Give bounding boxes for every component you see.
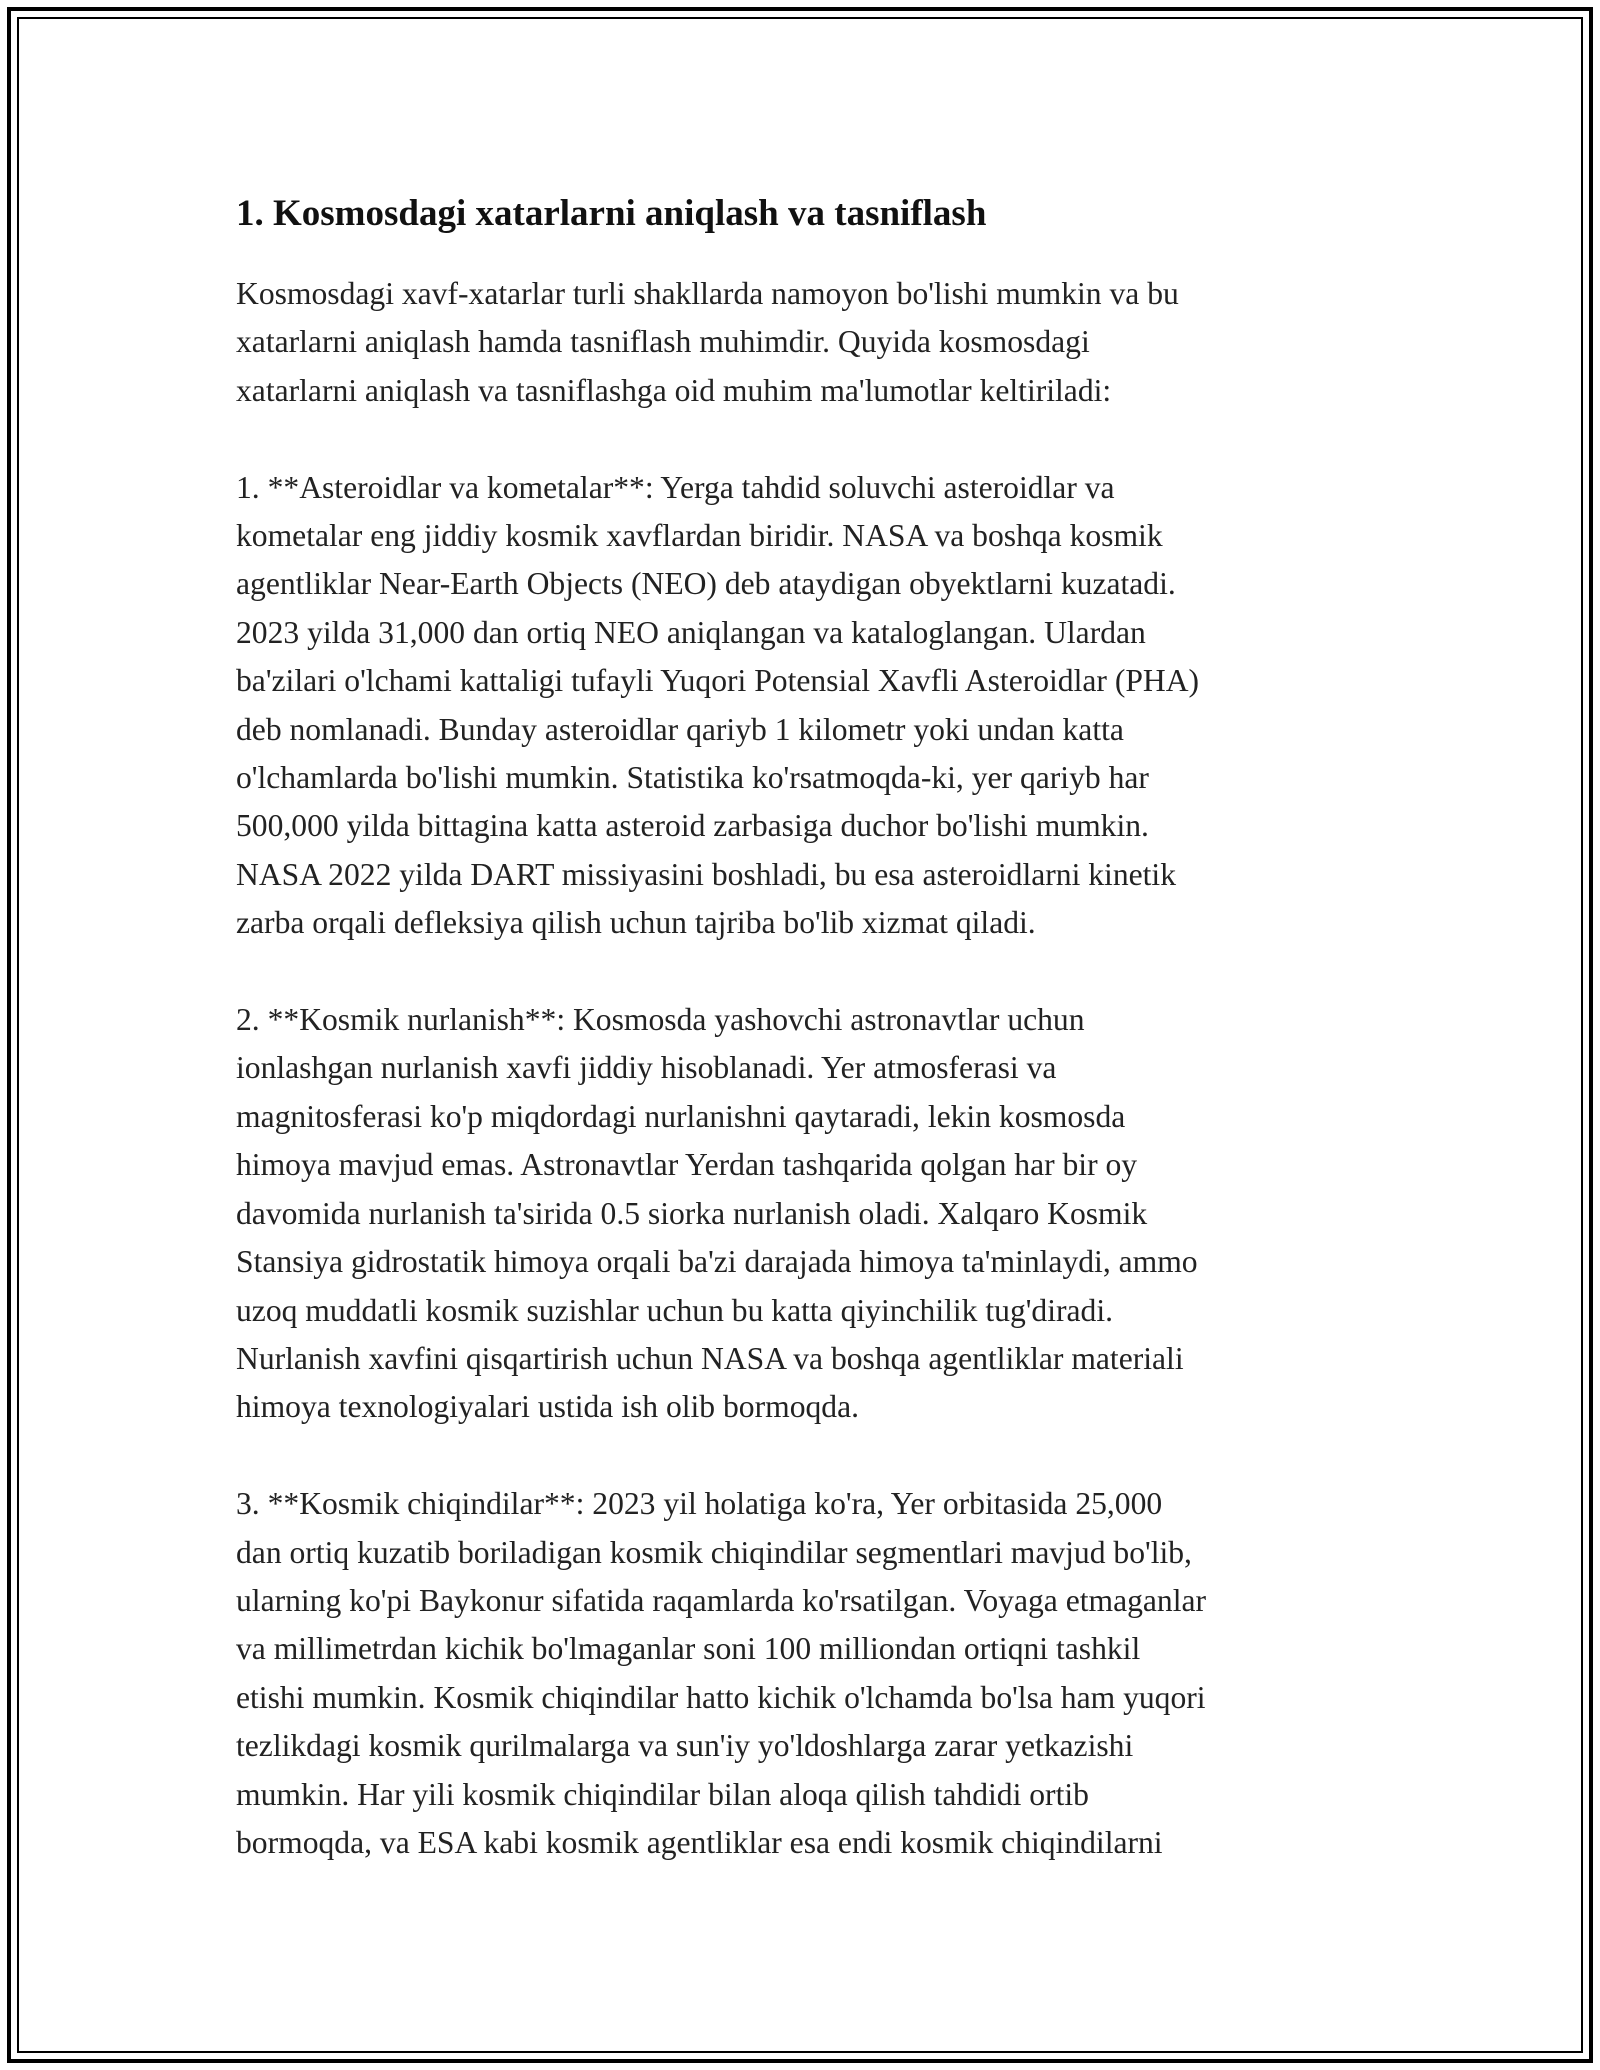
text-line: va millimetrdan kichik bo'lmaganlar soni 100 milliondan ortiqni tashkil xyxy=(236,1631,1141,1667)
text-line: magnitosferasi ko'p miqdordagi nurlanishni qaytaradi, lekin kosmosda xyxy=(236,1098,1126,1134)
paragraph-gap xyxy=(236,948,1386,996)
text-line: ularning ko'pi Baykonur sifatida raqamlarda ko'rsatilgan. Voyaga etmaganlar xyxy=(236,1582,1207,1618)
text-line: xatarlarni aniqlash hamda tasniflash muhimdir. Quyida kosmosdagi xyxy=(236,324,1090,360)
text-line: etishi mumkin. Kosmik chiqindilar hatto kichik o'lchamda bo'lsa ham yuqori xyxy=(236,1679,1206,1715)
text-line: dan ortiq kuzatib boriladigan kosmik chiqindilar segmentlari mavjud bo'lib, xyxy=(236,1534,1192,1570)
text-line: deb nomlanadi. Bunday asteroidlar qariyb 1 kilometr yoki undan katta xyxy=(236,711,1124,747)
text-line: NASA 2022 yilda DART missiyasini boshladi, bu esa asteroidlarni kinetik xyxy=(236,856,1176,892)
paragraph-gap xyxy=(236,415,1386,463)
intro-paragraph xyxy=(236,270,1386,415)
list-item-radiation xyxy=(236,996,1386,1432)
text-line: himoya texnologiyalari ustida ish olib bormoqda. xyxy=(236,1389,860,1425)
list-item-debris xyxy=(236,1480,1386,1867)
text-line: 3. **Kosmik chiqindilar**: 2023 yil holatiga ko'ra, Yer orbitasida 25,000 xyxy=(236,1486,1163,1522)
text-line: ba'zilari o'lchami kattaligi tufayli Yuqori Potensial Xavfli Asteroidlar (PHA) xyxy=(236,663,1200,699)
text-line: davomida nurlanish ta'sirida 0.5 siorka nurlanish oladi. Xalqaro Kosmik xyxy=(236,1195,1148,1231)
text-line: zarba orqali defleksiya qilish uchun tajriba bo'lib xizmat qiladi. xyxy=(236,905,1036,941)
text-line: bormoqda, va ESA kabi kosmik agentliklar esa endi kosmik chiqindilarni xyxy=(236,1824,1163,1860)
text-line: Stansiya gidrostatik himoya orqali ba'zi darajada himoya ta'minlaydi, ammo xyxy=(236,1244,1198,1280)
list-item-asteroids xyxy=(236,464,1386,948)
text-line: uzoq muddatli kosmik suzishlar uchun bu katta qiyinchilik tug'diradi. xyxy=(236,1292,1114,1328)
text-line: ionlashgan nurlanish xavfi jiddiy hisoblanadi. Yer atmosferasi va xyxy=(236,1050,1057,1086)
text-line: o'lchamlarda bo'lishi mumkin. Statistika ko'rsatmoqda-ki, yer qariyb har xyxy=(236,760,1149,796)
document-body xyxy=(236,188,1386,1867)
text-line: mumkin. Har yili kosmik chiqindilar bilan aloqa qilish tahdidi ortib xyxy=(236,1776,1089,1812)
paragraph-gap xyxy=(236,1432,1386,1480)
text-line: Nurlanish xavfini qisqartirish uchun NASA va boshqa agentliklar materiali xyxy=(236,1340,1184,1376)
text-line: xatarlarni aniqlash va tasniflashga oid muhim ma'lumotlar keltiriladi: xyxy=(236,372,1112,408)
text-line: kometalar eng jiddiy kosmik xavflardan biridir. NASA va boshqa kosmik xyxy=(236,518,1163,554)
text-line: 1. **Asteroidlar va kometalar**: Yerga tahdid soluvchi asteroidlar va xyxy=(236,469,1115,505)
text-line: tezlikdagi kosmik qurilmalarga va sun'iy yo'ldoshlarga zarar yetkazishi xyxy=(236,1728,1134,1764)
text-line: agentliklar Near-Earth Objects (NEO) deb ataydigan obyektlarni kuzatadi. xyxy=(236,566,1176,602)
text-line: 2023 yilda 31,000 dan ortiq NEO aniqlangan va kataloglangan. Ulardan xyxy=(236,614,1146,650)
text-line: Kosmosdagi xavf-xatarlar turli shakllarda namoyon bo'lishi mumkin va bu xyxy=(236,276,1179,311)
text-line: 500,000 yilda bittagina katta asteroid zarbasiga duchor bo'lishi mumkin. xyxy=(236,808,1149,844)
text-line: himoya mavjud emas. Astronavtlar Yerdan tashqarida qolgan har bir oy xyxy=(236,1147,1138,1183)
text-line: 2. **Kosmik nurlanish**: Kosmosda yashovchi astronavtlar uchun xyxy=(236,1002,1085,1038)
section-heading: 1. Kosmosdagi xatarlarni aniqlash va tasniflash xyxy=(236,193,987,234)
